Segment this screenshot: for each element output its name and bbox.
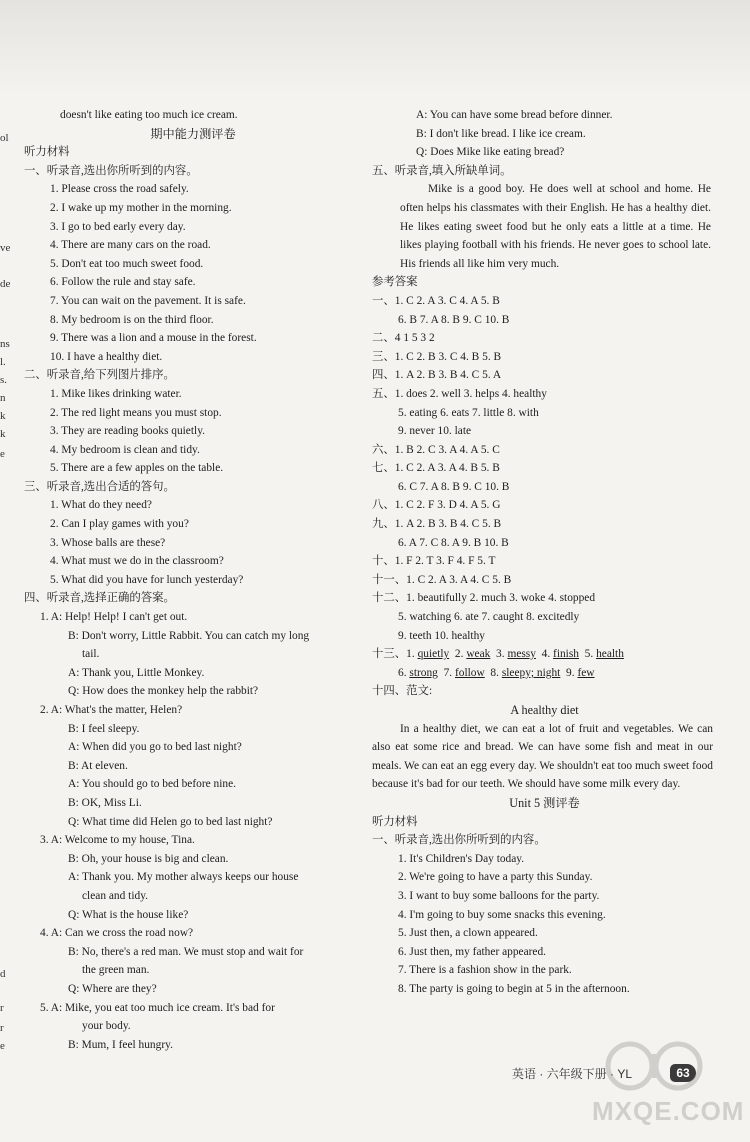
left_lines-line: your body.	[82, 1020, 131, 1033]
left_lines-line: 5. Don't eat too much sweet food.	[50, 257, 204, 270]
right_mid_lines-line: 十一、1. C 2. A 3. A 4. C 5. B	[372, 573, 512, 586]
answer-word: finish	[553, 648, 579, 661]
right_mid_lines-line: 五、1. does 2. well 3. helps 4. healthy	[372, 387, 547, 400]
margin-fragment: r	[0, 1002, 4, 1014]
left_lines-line: B: Don't worry, Little Rabbit. You can catch my long	[68, 629, 310, 642]
margin-fragment: de	[0, 278, 11, 290]
left_lines-line: 1. What do they need?	[50, 499, 152, 512]
left_lines-line: 3. I go to bed early every day.	[50, 220, 186, 233]
right_bottom_lines-line: 6. Just then, my father appeared.	[398, 945, 547, 958]
page-number: 63	[670, 1064, 696, 1082]
left_lines-line: Q: How does the monkey help the rabbit?	[68, 685, 259, 698]
left_lines-line: A: You should go to bed before nine.	[68, 778, 236, 791]
right-top-lines	[372, 106, 717, 180]
left_lines-line: 5. There are a few apples on the table.	[50, 462, 224, 475]
left_lines-line: clean and tidy.	[82, 889, 148, 902]
right_mid_lines-line: 七、1. C 2. A 3. A 4. B 5. B	[372, 462, 500, 475]
right_mid_lines-line: 参考答案	[372, 276, 418, 289]
right_top_lines-line: 五、听录音,填入所缺单词。	[372, 164, 512, 177]
left_lines-line: Q: What is the house like?	[68, 908, 189, 921]
answer-number: 5.	[578, 648, 597, 661]
left_lines-line: doesn't like eating too much ice cream.	[60, 109, 238, 121]
right_mid_lines-line: 八、1. C 2. F 3. D 4. A 5. G	[372, 499, 501, 512]
left_lines-line: 1. A: Help! Help! I can't get out.	[40, 611, 188, 624]
left_lines-line: 2. I wake up my mother in the morning.	[50, 201, 232, 214]
essay-body: In a healthy diet, we can eat a lot of fruit and vegetables. We can also eat some rice and bread. We can have some fish and meat in our meals. We can eat an egg every day. We shouldn't eat too much sweet food because it's bad for our teeth. We should have some milk every day.	[372, 722, 713, 791]
left_lines-line: 8. My bedroom is on the third floor.	[50, 313, 214, 326]
watermark-logo-icon	[560, 1034, 740, 1094]
left_lines-line: 4. There are many cars on the road.	[50, 239, 211, 252]
margin-fragment: s.	[0, 374, 8, 386]
left_lines-line: 二、听录音,给下列图片排序。	[24, 369, 175, 382]
left_lines-line: 1. Please cross the road safely.	[50, 183, 189, 196]
left_lines-line: 3. Whose balls are these?	[50, 536, 166, 549]
left_lines-line: 4. My bedroom is clean and tidy.	[50, 443, 200, 456]
margin-fragment: k	[0, 410, 6, 422]
right_mid_lines-line: 四、1. A 2. B 3. B 4. C 5. A	[372, 369, 502, 382]
left_lines-line: 3. They are reading books quietly.	[50, 425, 205, 438]
margin-fragment: d	[0, 968, 6, 980]
margin-fragment: ve	[0, 242, 11, 254]
right_bottom_lines-line: 5. Just then, a clown appeared.	[398, 927, 538, 940]
left_lines-line: A: Thank you, Little Monkey.	[68, 666, 205, 679]
right_bottom_lines-line: 1. It's Children's Day today.	[398, 852, 525, 865]
answer-number: 8.	[484, 666, 502, 679]
right_mid_lines-line: 9. never 10. late	[398, 425, 472, 438]
right_mid_lines-line: 5. watching 6. ate 7. caught 8. excitedly	[398, 611, 580, 624]
right-column	[372, 106, 717, 999]
answer-word: quietly	[417, 648, 450, 661]
answer-number: 9.	[560, 666, 578, 679]
left_lines-line: 5. What did you have for lunch yesterday?	[50, 573, 244, 586]
answer-word: few	[577, 666, 595, 679]
left_lines-line: B: No, there's a red man. We must stop and wait for	[68, 945, 304, 958]
right_mid_lines-line: 三、1. C 2. B 3. C 4. B 5. B	[372, 350, 502, 363]
left_lines-line: 1. Mike likes drinking water.	[50, 387, 182, 400]
left_lines-line: B: Oh, your house is big and clean.	[68, 852, 229, 865]
right_top_lines-line: Q: Does Mike like eating bread?	[416, 146, 565, 159]
left_lines-line: 6. Follow the rule and stay safe.	[50, 276, 196, 289]
answer-word: follow	[454, 666, 485, 679]
watermark-text: MXQE.COM	[592, 1096, 745, 1126]
left_lines-line: 5. A: Mike, you eat too much ice cream. It's bad for	[40, 1001, 275, 1014]
margin-fragment: e	[0, 1040, 5, 1052]
left_lines-line: tail.	[82, 648, 100, 661]
margin-fragment: n	[0, 392, 6, 404]
right_mid_lines-line: 六、1. B 2. C 3. A 4. A 5. C	[372, 443, 500, 456]
right_bottom_lines-line: 8. The party is going to begin at 5 in the afternoon.	[398, 982, 630, 995]
answers-13-row1	[372, 645, 717, 664]
answers-13-row2	[372, 664, 717, 683]
answer-word: messy	[507, 648, 536, 661]
left-column	[24, 106, 362, 1054]
answer-number: 6.	[398, 666, 410, 679]
margin-fragment: ol	[0, 132, 9, 144]
margin-fragment: e	[0, 448, 5, 460]
left_lines-line: 4. A: Can we cross the road now?	[40, 927, 194, 940]
answer-word: strong	[409, 666, 438, 679]
left_lines-line: 听力材料	[24, 146, 70, 159]
left_lines-line: B: I feel sleepy.	[68, 722, 140, 735]
right_bottom_lines-line: 2. We're going to have a party this Sunday.	[398, 871, 593, 884]
right_bottom_lines-line: 一、听录音,选出你所听到的内容。	[372, 834, 546, 847]
left_lines-line: 期中能力测评卷	[150, 126, 236, 141]
right_bottom_lines-line: 3. I want to buy some balloons for the party.	[398, 889, 600, 902]
right_mid_lines-line: 十二、1. beautifully 2. much 3. woke 4. stopped	[372, 592, 596, 605]
left_lines-line: 9. There was a lion and a mouse in the forest.	[50, 332, 257, 345]
left_lines-line: Q: What time did Helen go to bed last night?	[68, 815, 273, 828]
left_lines-line: A: Thank you. My mother always keeps our house	[68, 871, 299, 884]
margin-fragment: r	[0, 1022, 4, 1034]
right_mid_lines-line: 9. teeth 10. healthy	[398, 629, 485, 642]
right_bottom_lines-line: 7. There is a fashion show in the park.	[398, 964, 572, 977]
right_mid_lines-line: 二、4 1 5 3 2	[372, 332, 435, 345]
answer-number: 2.	[449, 648, 467, 661]
left_lines-line: 2. Can I play games with you?	[50, 518, 189, 531]
left_lines-line: 三、听录音,选出合适的答句。	[24, 480, 175, 493]
unit5-listening	[372, 813, 717, 999]
answers-13-prefix: 十三、1.	[372, 648, 418, 661]
page-footer: 英语 · 六年级下册 · YL	[512, 1067, 633, 1081]
answer-word: health	[596, 648, 624, 661]
scan-top-shadow	[0, 0, 750, 95]
essay-title: A healthy diet	[510, 703, 579, 717]
answer-number: 3.	[490, 648, 508, 661]
right_top_lines-line: A: You can have some bread before dinner.	[416, 109, 613, 121]
answer-number: 7.	[437, 666, 455, 679]
right_mid_lines-line: 5. eating 6. eats 7. little 8. with	[398, 406, 539, 419]
left_lines-line: 3. A: Welcome to my house, Tina.	[40, 834, 195, 847]
left_lines-line: Q: Where are they?	[68, 982, 157, 995]
right_top_lines-line: B: I don't like bread. I like ice cream.	[416, 127, 586, 140]
margin-fragment: k	[0, 428, 6, 440]
left_lines-line: A: When did you go to bed last night?	[68, 741, 242, 754]
right_mid_lines-line: 一、1. C 2. A 3. C 4. A 5. B	[372, 294, 500, 307]
right_mid_lines-line: 十、1. F 2. T 3. F 4. F 5. T	[372, 555, 496, 568]
left-margin-fragments	[0, 110, 16, 1070]
left_lines-line: B: Mum, I feel hungry.	[68, 1038, 173, 1051]
right_bottom_lines-line: 听力材料	[372, 815, 418, 828]
left_lines-line: B: At eleven.	[68, 759, 128, 772]
right_mid_lines-line: 6. B 7. A 8. B 9. C 10. B	[398, 313, 510, 326]
answer-key	[372, 273, 717, 645]
right_mid_lines-line: 6. C 7. A 8. B 9. C 10. B	[398, 480, 510, 493]
left_lines-line: 7. You can wait on the pavement. It is safe.	[50, 294, 246, 307]
unit-title: Unit 5 测评卷	[509, 795, 580, 810]
right_mid_lines-line: 九、1. A 2. B 3. B 4. C 5. B	[372, 518, 502, 531]
watermark	[560, 1034, 745, 1134]
answer-number: 4.	[535, 648, 554, 661]
left_lines-line: B: OK, Miss Li.	[68, 796, 142, 809]
left_lines-line: 10. I have a healthy diet.	[50, 350, 163, 363]
left_lines-line: 2. A: What's the matter, Helen?	[40, 704, 183, 716]
left_lines-line: 四、听录音,选择正确的答案。	[24, 592, 175, 605]
answer-word: sleepy; night	[501, 666, 561, 679]
right_mid_lines-line: 6. A 7. C 8. A 9. B 10. B	[398, 536, 509, 549]
left_lines-line: 一、听录音,选出你所听到的内容。	[24, 164, 198, 177]
answers-14-label: 十四、范文:	[372, 685, 433, 698]
left_lines-line: 4. What must we do in the classroom?	[50, 555, 224, 568]
left_lines-line: the green man.	[82, 964, 150, 977]
right_bottom_lines-line: 4. I'm going to buy some snacks this evening.	[398, 908, 606, 921]
margin-fragment: l.	[0, 356, 6, 368]
left_lines-line: 2. The red light means you must stop.	[50, 406, 222, 419]
margin-fragment: ns	[0, 338, 10, 350]
answer-word: weak	[466, 648, 491, 661]
listening-passage: Mike is a good boy. He does well at school and home. He often helps his classmates with their English. He has a healthy diet. He likes eating sweet food but he only eats a little at a time. He likes playing football with his friends. He never goes to school late. His friends all like him very much.	[400, 183, 711, 270]
